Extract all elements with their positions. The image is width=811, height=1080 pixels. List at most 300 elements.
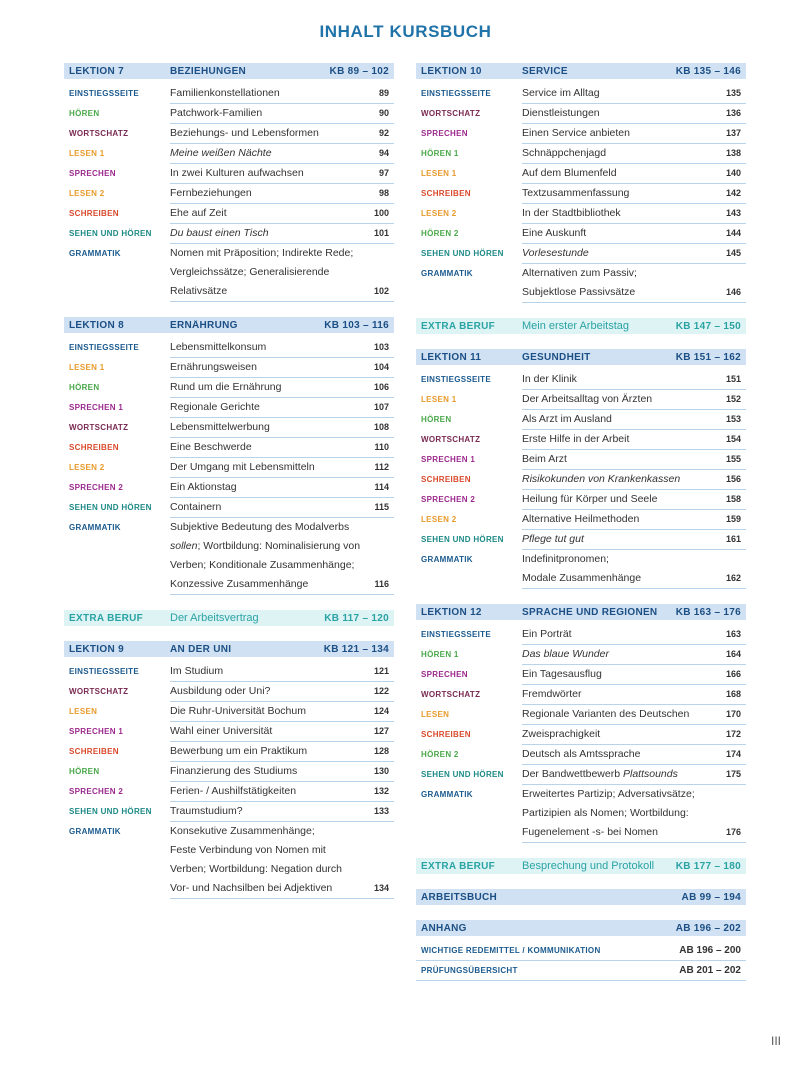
entry-line (522, 550, 746, 569)
skill-label: EINSTIEGSSEITE (69, 667, 139, 676)
topic-title: Fugenelement -s- bei Nomen (522, 826, 658, 838)
topic-text (522, 823, 658, 842)
lesson-entries (64, 662, 394, 899)
topic-text (522, 430, 629, 449)
topic-text (522, 104, 600, 123)
topic-title: Auf dem Blumenfeld (522, 167, 617, 179)
toc-row (64, 682, 394, 702)
toc-row (416, 224, 746, 244)
topic-title-italic: Plattsounds (622, 768, 678, 780)
bar-pages: AB 99 – 194 (681, 891, 741, 903)
entry-text (170, 802, 394, 822)
page-number: 164 (725, 649, 741, 659)
lesson-entries (416, 84, 746, 303)
skill-label: SCHREIBEN (69, 747, 119, 756)
page-number: 145 (725, 248, 741, 258)
page-number: 142 (725, 188, 741, 198)
page-number: 151 (725, 374, 741, 384)
topic-text (522, 725, 600, 744)
entry-text (170, 682, 394, 702)
entry-text (522, 645, 746, 665)
topic-title: Ferien- / Aushilfstätigkeiten (170, 785, 297, 797)
topic-text (170, 742, 307, 761)
topic-title: Der Bandwettbewerb (522, 768, 623, 780)
skill-label: WORTSCHATZ (69, 423, 129, 432)
page-number: 144 (725, 228, 741, 238)
topic-title: Konsekutive Zusammenhänge; (170, 825, 315, 837)
toc-row (64, 398, 394, 418)
entry-text (522, 665, 746, 685)
entry-line (170, 282, 394, 301)
page-number: 170 (725, 709, 741, 719)
entry-line (170, 418, 394, 437)
entry-line (522, 450, 746, 469)
page-number: 133 (373, 806, 389, 816)
entry-line (522, 184, 746, 203)
lesson-header (416, 604, 746, 620)
skill-label: SPRECHEN (69, 169, 116, 178)
entry-line (522, 685, 746, 704)
toc-row (64, 124, 394, 144)
entry-text (170, 358, 394, 378)
page-number: 159 (725, 514, 741, 524)
topic-text (170, 782, 296, 801)
topic-text (170, 478, 237, 497)
topic-text (170, 418, 270, 437)
entry-text (170, 782, 394, 802)
entry-text (170, 338, 394, 358)
topic-title: Die Ruhr-Universität Bochum (170, 705, 306, 717)
skill-label: EINSTIEGSSEITE (421, 89, 491, 98)
toc-row (64, 722, 394, 742)
entry-text (522, 164, 746, 184)
lesson-header (416, 349, 746, 365)
topic-text (170, 702, 306, 721)
page-number: 155 (725, 454, 741, 464)
extra-pages: KB 177 – 180 (675, 860, 741, 872)
extra-title: Besprechung und Protokoll (522, 860, 655, 872)
entry-line (522, 530, 746, 549)
topic-title: Ein Porträt (522, 628, 572, 640)
entry-line (170, 702, 394, 721)
entry-text (522, 264, 746, 303)
page-number: 124 (373, 706, 389, 716)
toc-row (64, 802, 394, 822)
entry-line (170, 104, 394, 123)
entry-line (522, 665, 746, 684)
skill-label: HÖREN 2 (421, 750, 459, 759)
toc-row (416, 144, 746, 164)
skill-label: SPRECHEN 2 (421, 495, 476, 504)
toc-row (416, 84, 746, 104)
entry-line (522, 745, 746, 764)
entry-line (170, 575, 394, 594)
skill-label: WORTSCHATZ (421, 109, 481, 118)
lesson-header (416, 63, 746, 79)
topic-text (522, 745, 640, 764)
skill-label: SCHREIBEN (421, 189, 471, 198)
entry-text (522, 224, 746, 244)
topic-title: Nomen mit Präposition; Indirekte Rede; (170, 247, 354, 259)
entry-text (170, 164, 394, 184)
entry-text (522, 124, 746, 144)
topic-title: Ehe auf Zeit (170, 207, 227, 219)
topic-text (522, 550, 609, 569)
topic-title: Du baust einen Tisch (170, 227, 269, 239)
skill-label: SPRECHEN (421, 129, 468, 138)
skill-label: SPRECHEN (421, 670, 468, 679)
page-number (389, 822, 394, 841)
page-number: 152 (725, 394, 741, 404)
page-number: 176 (725, 827, 741, 837)
topic-title: Containern (170, 501, 222, 513)
lesson-pages: KB 103 – 116 (324, 319, 389, 331)
topic-title: Service im Alltag (522, 87, 600, 99)
arbeitsbuch-header (416, 889, 746, 905)
entry-text (170, 398, 394, 418)
lesson-entries (416, 625, 746, 843)
toc-row (416, 470, 746, 490)
topic-text (170, 518, 349, 537)
entry-line (170, 682, 394, 701)
entry-text (170, 498, 394, 518)
skill-label: LESEN 2 (69, 463, 105, 472)
lesson-title: GESUNDHEIT (522, 351, 591, 363)
toc-row (64, 378, 394, 398)
toc-row (416, 625, 746, 645)
lesson-title: BEZIEHUNGEN (170, 65, 247, 77)
topic-title: Beim Arzt (522, 453, 567, 465)
toc-row (64, 742, 394, 762)
page-number: 89 (378, 88, 389, 98)
page-number: 104 (373, 362, 389, 372)
extra-title: Mein erster Arbeitstag (522, 320, 629, 332)
topic-title: Subjektive Bedeutung des Modalverbs (170, 521, 350, 533)
topic-text (522, 204, 621, 223)
entry-text (170, 742, 394, 762)
entry-text (522, 705, 746, 725)
topic-text (170, 358, 257, 377)
topic-text (522, 569, 641, 588)
entry-line (522, 490, 746, 509)
page-number: 102 (373, 286, 389, 296)
skill-label: SPRECHEN 1 (69, 727, 124, 736)
lesson-pages: KB 89 – 102 (329, 65, 389, 77)
entry-line (170, 358, 394, 377)
page-number: III (770, 1034, 781, 1048)
topic-text (522, 470, 680, 489)
toc-row (64, 104, 394, 124)
topic-text (170, 722, 272, 741)
skill-label: LESEN (69, 707, 98, 716)
toc-row (416, 104, 746, 124)
topic-title: Beziehungs- und Lebensformen (170, 127, 319, 139)
extra-code: EXTRA BERUF (421, 320, 496, 332)
toc-row (64, 822, 394, 899)
page-number: 107 (373, 402, 389, 412)
skill-label: LESEN 2 (69, 189, 105, 198)
toc-row (64, 338, 394, 358)
entry-text (170, 84, 394, 104)
topic-text (522, 144, 606, 163)
section-gap (416, 303, 746, 318)
page-number: 175 (725, 769, 741, 779)
toc-row (416, 244, 746, 264)
skill-label: LESEN 2 (421, 515, 457, 524)
entry-line (170, 263, 394, 282)
topic-text (170, 378, 282, 397)
entry-text (170, 244, 394, 302)
topic-text (522, 510, 639, 529)
page-number: 158 (725, 494, 741, 504)
entry-line (522, 430, 746, 449)
topic-title: Erste Hilfe in der Arbeit (522, 433, 630, 445)
topic-text (170, 398, 260, 417)
entry-line (522, 823, 746, 842)
page-number: 114 (374, 482, 389, 492)
topic-text (170, 263, 329, 282)
entry-text (522, 685, 746, 705)
entry-line (522, 244, 746, 263)
section-gap (416, 905, 746, 920)
entry-line (170, 378, 394, 397)
skill-label: EINSTIEGSSEITE (421, 375, 491, 384)
page-number (389, 537, 394, 556)
lesson-code: LEKTION 10 (421, 65, 482, 77)
topic-text (170, 282, 227, 301)
topic-title: Vor- und Nachsilben bei Adjektiven (170, 882, 333, 894)
topic-text (170, 164, 304, 183)
skill-label: HÖREN (421, 415, 452, 424)
topic-title: Fremdwörter (522, 688, 582, 700)
lesson-pages: KB 151 – 162 (675, 351, 741, 363)
skill-label: LESEN 1 (421, 395, 457, 404)
entry-line (170, 802, 394, 821)
topic-title: Heilung für Körper und Seele (522, 493, 658, 505)
topic-title: Lebensmittelkonsum (170, 341, 267, 353)
topic-text (170, 84, 280, 103)
skill-label: SCHREIBEN (421, 730, 471, 739)
page-number: 90 (378, 108, 389, 118)
topic-title: Bewerbung um ein Praktikum (170, 745, 308, 757)
page-number: 172 (725, 729, 741, 739)
lesson-code: LEKTION 12 (421, 606, 482, 618)
topic-title: Lebensmittelwerbung (170, 421, 270, 433)
toc-row (64, 84, 394, 104)
page-number: 140 (725, 168, 741, 178)
skill-label: HÖREN (69, 109, 100, 118)
page-number: 156 (725, 474, 741, 484)
toc-row (64, 184, 394, 204)
topic-text (522, 283, 635, 302)
entry-line (522, 765, 746, 784)
toc-row (64, 438, 394, 458)
entry-text (522, 510, 746, 530)
entry-line (170, 244, 394, 263)
entry-text (522, 410, 746, 430)
topic-text (170, 762, 297, 781)
skill-label: GRAMMATIK (69, 827, 121, 836)
toc-row (416, 645, 746, 665)
toc-row (64, 518, 394, 595)
entry-line (170, 84, 394, 103)
entry-text (170, 144, 394, 164)
toc-row (64, 498, 394, 518)
extra-beruf-header (416, 318, 746, 334)
entry-line (170, 841, 394, 860)
entry-text (522, 184, 746, 204)
topic-title: Erweitertes Partizip; Adversativsätze; (522, 788, 695, 800)
topic-title: Der Arbeitsalltag von Ärzten (522, 393, 653, 405)
section-gap (64, 302, 394, 317)
topic-title: Feste Verbindung von Nomen mit (170, 844, 326, 856)
entry-line (522, 785, 746, 804)
entry-text (170, 478, 394, 498)
page-number: 112 (374, 462, 389, 472)
entry-line (170, 722, 394, 741)
topic-text (170, 682, 270, 701)
skill-label: SEHEN UND HÖREN (69, 807, 152, 816)
topic-text (522, 390, 652, 409)
toc-row (64, 782, 394, 802)
lesson-header (64, 641, 394, 657)
topic-text (522, 244, 589, 263)
anhang-label: PRÜFUNGSÜBERSICHT (421, 966, 518, 975)
lesson-entries (416, 370, 746, 589)
topic-text (170, 556, 354, 575)
anhang-page: AB 196 – 200 (679, 945, 741, 956)
anhang-row (416, 961, 746, 981)
topic-title: Rund um die Ernährung (170, 381, 282, 393)
topic-title: In der Stadtbibliothek (522, 207, 621, 219)
entry-text (170, 224, 394, 244)
page-number: 110 (374, 442, 389, 452)
entry-text (170, 184, 394, 204)
extra-code: EXTRA BERUF (421, 860, 496, 872)
skill-label: SPRECHEN 2 (69, 483, 124, 492)
section-gap (64, 595, 394, 610)
topic-text (522, 665, 602, 684)
topic-title: Traumstudium? (170, 805, 243, 817)
entry-line (170, 478, 394, 497)
topic-title: Fernbeziehungen (170, 187, 252, 199)
topic-text (522, 705, 689, 724)
topic-text (170, 841, 326, 860)
toc-row (416, 685, 746, 705)
entry-line (170, 762, 394, 781)
entry-text (522, 144, 746, 164)
topic-text (522, 490, 657, 509)
topic-title: Patchwork-Familien (170, 107, 263, 119)
entry-line (170, 537, 394, 556)
toc-row (416, 530, 746, 550)
skill-label: GRAMMATIK (421, 555, 473, 564)
toc-row (416, 204, 746, 224)
anhang-entries (416, 941, 746, 981)
right-column (416, 63, 746, 981)
topic-text (170, 338, 266, 357)
topic-text (522, 450, 567, 469)
topic-text (522, 264, 637, 283)
topic-text (170, 224, 269, 243)
page-number: 116 (374, 579, 389, 589)
entry-line (522, 283, 746, 302)
page-number (741, 550, 746, 569)
entry-text (170, 204, 394, 224)
toc-row (416, 124, 746, 144)
anhang-row (416, 941, 746, 961)
entry-line (170, 860, 394, 879)
entry-text (170, 662, 394, 682)
lesson-entries (64, 84, 394, 302)
toc-row (64, 662, 394, 682)
skill-label: GRAMMATIK (69, 249, 121, 258)
entry-line (522, 370, 746, 389)
entry-line (170, 498, 394, 517)
entry-text (522, 725, 746, 745)
topic-text (170, 498, 221, 517)
page-number: 146 (725, 287, 741, 297)
entry-text (170, 124, 394, 144)
skill-label: EINSTIEGSSEITE (421, 630, 491, 639)
page-number: 174 (725, 749, 741, 759)
topic-title: Familienkonstellationen (170, 87, 280, 99)
topic-title: Schnäppchenjagd (522, 147, 607, 159)
toc-row (416, 450, 746, 470)
entry-line (522, 124, 746, 143)
topic-title: In der Klinik (522, 373, 577, 385)
skill-label: SPRECHEN 1 (69, 403, 124, 412)
toc-row (416, 665, 746, 685)
topic-title: Partizipien als Nomen; Wortbildung: (522, 807, 689, 819)
skill-label: SPRECHEN 1 (421, 455, 476, 464)
skill-label: GRAMMATIK (69, 523, 121, 532)
extra-beruf-header (416, 858, 746, 874)
entry-text (522, 450, 746, 470)
section-gap (416, 843, 746, 858)
skill-label: GRAMMATIK (421, 790, 473, 799)
lesson-code: LEKTION 8 (69, 319, 124, 331)
topic-text (522, 370, 577, 389)
topic-text (522, 765, 678, 784)
topic-title: Modale Zusammenhänge (522, 572, 642, 584)
page-number: 162 (725, 573, 741, 583)
skill-label: SEHEN UND HÖREN (421, 249, 504, 258)
entry-line (170, 338, 394, 357)
entry-text (170, 702, 394, 722)
extra-pages: KB 147 – 150 (675, 320, 741, 332)
toc-row (416, 410, 746, 430)
entry-line (522, 224, 746, 243)
skill-label: SCHREIBEN (69, 443, 119, 452)
page-number: 143 (725, 208, 741, 218)
entry-text (522, 104, 746, 124)
topic-title: Im Studium (170, 665, 224, 677)
entry-line (522, 390, 746, 409)
entry-line (522, 410, 746, 429)
lesson-pages: KB 121 – 134 (323, 643, 389, 655)
entry-text (522, 625, 746, 645)
skill-label: WORTSCHATZ (69, 129, 129, 138)
entry-line (522, 725, 746, 744)
page-number (741, 785, 746, 804)
topic-title: Regionale Gerichte (170, 401, 260, 413)
entry-line (522, 569, 746, 588)
topic-text (170, 537, 360, 556)
toc-row (64, 762, 394, 782)
entry-text (522, 765, 746, 785)
lesson-title: ERNÄHRUNG (170, 319, 238, 331)
